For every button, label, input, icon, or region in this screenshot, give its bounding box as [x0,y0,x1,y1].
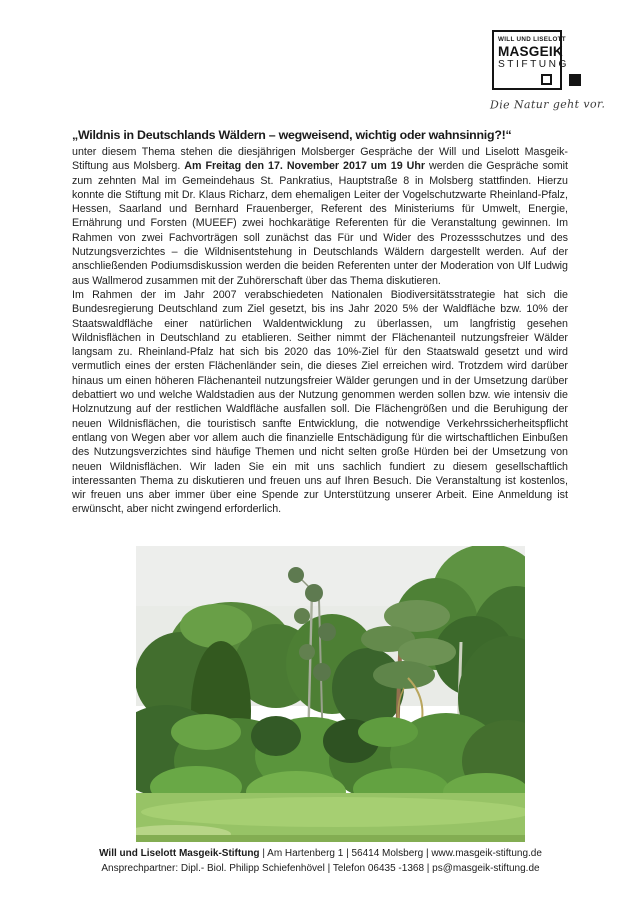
logo-box [492,30,569,90]
paragraph-1-continued: werden die Gespräche somit zum zehnten Mal im Gemeindehaus St. Pankratius, Hauptstraße 8 in Molsberg stattfinden. Hierzu konnte die Stiftung mit Dr. Klaus Richarz, dem ehemaligen Leiter der Vogelschutzwarte Rheinland-Pfalz, Hessen, Saarland und Bernhard Frauenberger, Referent des Ministeriums für Umwelt, Energie, Ernährung und Forsten (MUEEF) zwei hochkarätige Referenten für die Veranstaltung gewinnen. Im Rahmen von zwei Fachvorträgen soll zunächst das Für und Wider des Prozessschutzes und des Nutzungsverzichtes – die Wildnisentstehung in Deutschlands Wäldern dargestellt werden. Auf der anschließenden Podiumsdiskussion werden die beiden Referenten unter der Moderation von Ulf Ludwig aus Wallmerod zusammen mit der Zuhörerschaft über das Thema diskutieren. [72,160,568,287]
logo-line2: MASGEIK [498,44,563,59]
footer-org-name: Will und Liselott Masgeik-Stiftung [99,848,260,859]
logo-line1: WILL UND LISELOTT [498,36,566,43]
event-date-bold: Am Freitag den 17. November 2017 um 19 Uhr [184,160,426,173]
paragraph-1-text: unter diesem Thema stehen die diesjährigen Molsberger Gespräche der Will und Liselott Masgeik-Stiftung aus Molsberg. [72,146,568,173]
footer-contact-line: Ansprechpartner: Dipl.- Biol. Philipp Schiefenhövel | Telefon 06435 -1368 | ps@masgeik-stiftung.de [101,862,540,874]
document-title: „Wildnis in Deutschlands Wäldern – wegweisend, wichtig oder wahnsinnig?!“ [72,128,512,142]
foundation-logo [489,30,606,112]
footer-address-line [0,847,641,862]
footer-address-rest: | Am Hartenberg 1 | 56414 Molsberg | www.masgeik-stiftung.de [259,848,542,859]
forest-photo-illustration [136,546,525,842]
paragraph-1 [72,145,568,288]
footer [0,847,641,876]
logo-line3: STIFTUNG [498,59,569,70]
logo-row [492,30,592,90]
logo-open-square-icon [541,74,552,85]
logo-tagline: Die Natur geht vor. [489,97,606,112]
logo-filled-square-icon [569,74,581,86]
paragraph-2: Im Rahmen der im Jahr 2007 verabschiedeten Nationalen Biodiversitätsstrategie hat sich die Bundesregierung Deutschland zum Ziel gesetzt, bis ins Jahr 2020 5% der Waldfläche bzw. 10% der Staatswaldfläche einer natürlichen Waldentwicklung zu überlassen, um langfristig gesehen Wildnisflächen in Deutschland zu etablieren. Seither nimmt der Flächenanteil nutzungsfreier Wälder langsam zu. Rheinland-Pfalz hat sich bis 2020 das 10%-Ziel für den Staatswald gesetzt und wird vermutlich eines der ersten Flächenländer sein, die dieses Ziel erreichen wird. Trotzdem wird darüber hinaus um einen höheren Flächenanteil nutzungsfreier Wälder gerungen und in der Umsetzung darüber debattiert wo und welche Waldstadien aus der Nutzung genommen werden sollen bzw. wie intensiv die Holznutzung auf der restlichen Waldfläche ausfallen soll. Die Flächengrößen und die Beruhigung der neuen Wildnisflächen, die touristisch sanfte Entwicklung, die notwendige Verkehrssicherheitspflicht entlang von Wegen aber vor allem auch die finanzielle Entschädigung für die wirtschaftlichen Einbußen des Nutzungsverzichtes sind häufige Themen und nicht selten große Hürden bei der Umsetzung von neuen Wildnisflächen. Wir laden Sie ein mit uns sachlich fundiert zu diesem gesellschaftlich interessanten Thema zu diskutieren und freuen uns auf Ihren Besuch. Die Veranstaltung ist kostenlos, wir freuen uns aber immer über eine Spende zur Unterstützung unserer Arbeit. Eine Anmeldung ist erwünscht, aber nicht zwingend erforderlich. [72,288,568,516]
document-body [72,128,568,517]
forest-photo [136,546,525,842]
